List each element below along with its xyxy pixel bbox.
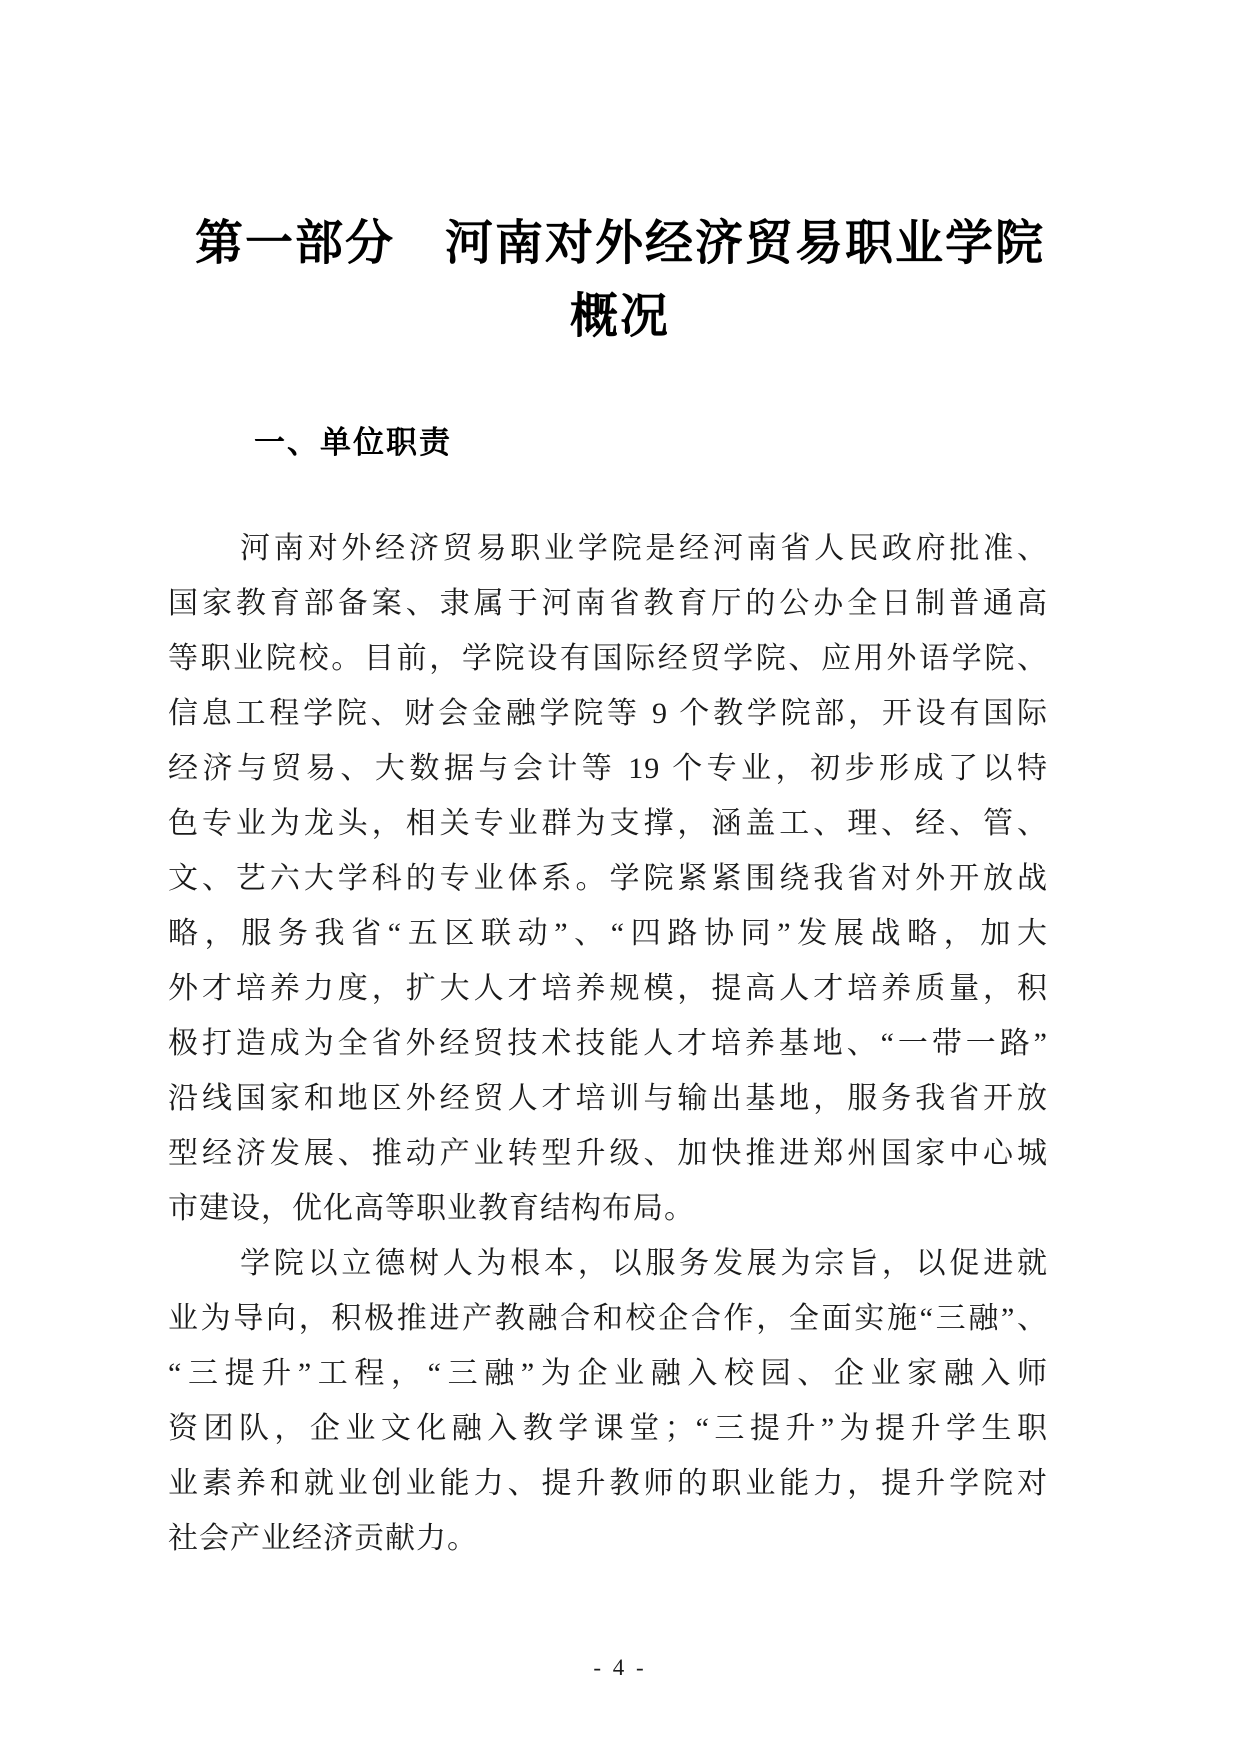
body-line: 等职业院校。目前，学院设有国际经贸学院、应用外语学院、 bbox=[168, 642, 1048, 675]
body-line: 略，服务我省“五区联动”、“四路协同”发展战略，加大 bbox=[168, 917, 1048, 950]
body-line: 河南对外经济贸易职业学院是经河南省人民政府批准、 bbox=[240, 532, 1048, 565]
paragraph-2 bbox=[168, 1236, 1048, 1566]
body-line: 社会产业经济贡献力。 bbox=[168, 1522, 478, 1555]
section-heading: 一、单位职责 bbox=[254, 425, 452, 460]
document-title bbox=[0, 207, 1240, 353]
body-line: 学院以立德树人为根本，以服务发展为宗旨，以促进就 bbox=[240, 1247, 1048, 1280]
body-line: 业素养和就业创业能力、提升教师的职业能力，提升学院对 bbox=[168, 1467, 1048, 1500]
document-body bbox=[168, 521, 1048, 1566]
body-line: 市建设，优化高等职业教育结构布局。 bbox=[168, 1192, 695, 1225]
body-line: 色专业为龙头，相关专业群为支撑，涵盖工、理、经、管、 bbox=[168, 807, 1048, 840]
title-line-1: 第一部分 河南对外经济贸易职业学院 bbox=[194, 217, 1045, 270]
paragraph-1 bbox=[168, 521, 1048, 1236]
body-line: “三提升”工程，“三融”为企业融入校园、企业家融入师 bbox=[168, 1357, 1048, 1390]
body-line: 信息工程学院、财会金融学院等 9 个教学院部，开设有国际 bbox=[168, 697, 1048, 730]
body-line: 文、艺六大学科的专业体系。学院紧紧围绕我省对外开放战 bbox=[168, 862, 1048, 895]
page-number: - 4 - bbox=[593, 1655, 647, 1680]
body-line: 经济与贸易、大数据与会计等 19 个专业，初步形成了以特 bbox=[168, 752, 1048, 785]
body-line: 国家教育部备案、隶属于河南省教育厅的公办全日制普通高 bbox=[168, 587, 1048, 620]
body-line: 沿线国家和地区外经贸人才培训与输出基地，服务我省开放 bbox=[168, 1082, 1048, 1115]
body-line: 极打造成为全省外经贸技术技能人才培养基地、“一带一路” bbox=[168, 1027, 1048, 1060]
body-line: 型经济发展、推动产业转型升级、加快推进郑州国家中心城 bbox=[168, 1137, 1048, 1170]
title-line-2: 概况 bbox=[569, 290, 670, 343]
body-line: 业为导向，积极推进产教融合和校企合作，全面实施“三融”、 bbox=[168, 1302, 1048, 1335]
body-line: 资团队，企业文化融入教学课堂；“三提升”为提升学生职 bbox=[168, 1412, 1048, 1445]
body-line: 外才培养力度，扩大人才培养规模，提高人才培养质量，积 bbox=[168, 972, 1048, 1005]
